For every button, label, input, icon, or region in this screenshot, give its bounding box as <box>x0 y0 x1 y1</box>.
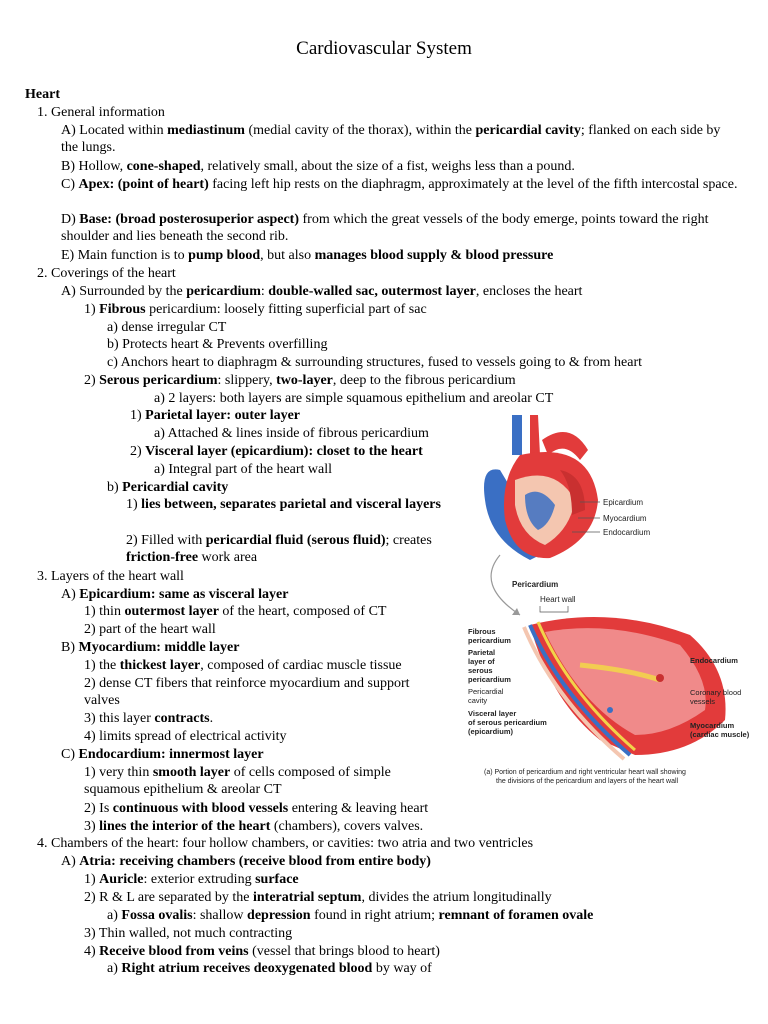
heart-label-myocardium: Myocardium <box>603 514 647 523</box>
outline-line <box>84 818 423 835</box>
bold-term: pump blood <box>188 248 261 263</box>
label-coronary-vessels: Coronary blood vessels <box>690 688 742 706</box>
text-segment: a) dense irregular CT <box>107 320 227 335</box>
bold-term: Pericardial cavity <box>122 480 229 495</box>
text-segment: ; creates <box>385 533 432 548</box>
label-myocardium: Myocardium (cardiac muscle) <box>690 721 750 739</box>
bold-term: interatrial septum <box>252 890 362 905</box>
bold-term: mediastinum <box>167 123 245 138</box>
outline-line <box>154 425 429 442</box>
bold-term: Right atrium receives deoxygenated blood <box>121 961 373 976</box>
outline-line <box>37 104 165 121</box>
outline-line <box>84 925 292 942</box>
outline-line <box>84 603 386 620</box>
bold-term: two-layer <box>276 373 333 388</box>
text-segment: (medial cavity of the thorax), within the <box>244 123 476 138</box>
text-segment: , divides the atrium longitudinally <box>361 890 552 905</box>
outline-line <box>61 247 553 264</box>
text-segment: . <box>209 711 214 726</box>
bold-term: Fossa ovalis <box>121 908 193 923</box>
text-segment: 4. Chambers of the heart: four hollow chambers, or cavities: two atria and two ventricles <box>37 836 534 851</box>
bold-term: cone-shaped <box>126 159 201 174</box>
text-segment: 4) limits spread of electrical activity <box>84 729 287 744</box>
text-segment: a) 2 layers: both layers are simple squamous epithelium and areolar CT <box>154 391 554 406</box>
text-segment: facing left hip rests on the diaphragm, approximately at the level of the fifth intercostal space. <box>208 177 738 192</box>
text-segment: 2) Is <box>84 801 113 816</box>
bold-term: Base: (broad posterosuperior aspect) <box>79 212 299 227</box>
outline-line <box>107 479 228 496</box>
bold-term: Parietal layer: outer layer <box>145 408 301 423</box>
outline-line <box>84 621 216 638</box>
outline-line <box>130 443 423 460</box>
text-segment: A) Located within <box>61 123 168 138</box>
heart-wall-figure <box>460 410 760 790</box>
outline-line <box>154 461 332 478</box>
bold-term: lines the interior of the heart <box>99 819 271 834</box>
outline-line <box>126 496 446 513</box>
outline-line <box>61 639 239 656</box>
outline-line <box>107 907 593 924</box>
text-segment: a) <box>107 961 122 976</box>
bold-term: Epicardium: same as visceral layer <box>79 587 289 602</box>
outline-line <box>84 301 427 318</box>
outline-line <box>37 568 184 585</box>
outline-line <box>84 764 440 798</box>
label-visceral-layer: Visceral layer of serous pericardium (epicardium) <box>468 709 547 736</box>
text-segment: , composed of cardiac muscle tissue <box>200 658 402 673</box>
text-segment: 2) <box>84 373 100 388</box>
bold-term: outermost layer <box>124 604 219 619</box>
text-segment: work area <box>198 550 258 565</box>
text-segment: 1) thin <box>84 604 125 619</box>
text-segment: of cells composed of simple squamous epithelium & areolar CT <box>84 765 391 797</box>
text-segment: E) Main function is to <box>61 248 189 263</box>
bold-term: Endocardium: innermost layer <box>78 747 264 762</box>
outline-line <box>37 265 176 282</box>
text-segment: 1) <box>130 408 146 423</box>
text-segment: 2. Coverings of the heart <box>37 266 176 281</box>
text-segment: a) Attached & lines inside of fibrous pericardium <box>154 426 429 441</box>
label-parietal-layer: Parietal layer of serous pericardium <box>468 648 511 684</box>
text-segment: 2) dense CT fibers that reinforce myocardium and support valves <box>84 676 410 708</box>
text-segment: b) Protects heart & Prevents overfilling <box>107 337 328 352</box>
bold-term: Visceral layer (epicardium): closet to the heart <box>145 444 423 459</box>
outline-line <box>61 586 288 603</box>
outline-line <box>84 943 440 960</box>
text-segment: c) Anchors heart to diaphragm & surrounding structures, fused to vessels going to & from heart <box>107 355 642 370</box>
text-segment: 1. General information <box>37 105 165 120</box>
text-segment: 4) <box>84 944 100 959</box>
heart-wall-label: Heart wall <box>540 595 576 604</box>
figure-caption: (a) Portion of pericardium and right ventricular heart wall showing the divisions of the pericardium and layers of the heart wall <box>484 769 686 785</box>
text-segment: b) <box>107 480 123 495</box>
bold-term: smooth layer <box>152 765 231 780</box>
text-segment: (chambers), covers valves. <box>270 819 424 834</box>
text-segment: 2) part of the heart wall <box>84 622 216 637</box>
bold-term: manages blood supply & blood pressure <box>314 248 554 263</box>
label-fibrous-pericardium: Fibrous pericardium <box>468 627 511 645</box>
text-segment: 1) <box>84 872 100 887</box>
text-segment: , relatively small, about the size of a fist, weighs less than a pound. <box>200 159 575 174</box>
outline-line <box>84 372 516 389</box>
text-segment: of the heart, composed of CT <box>218 604 387 619</box>
heart-label-endocardium: Endocardium <box>603 528 651 537</box>
text-segment: 2) <box>130 444 146 459</box>
bold-term: friction-free <box>126 550 199 565</box>
bold-term: Serous pericardium <box>99 373 218 388</box>
outline-line <box>61 176 741 193</box>
text-segment: : <box>260 284 269 299</box>
heart-drawing <box>484 415 598 560</box>
outline-line <box>84 675 440 709</box>
text-segment: pericardium: loosely fitting superficial part of sac <box>145 302 427 317</box>
bold-term: Myocardium: middle layer <box>78 640 240 655</box>
text-segment: 3) this layer <box>84 711 155 726</box>
bold-term: contracts <box>154 711 210 726</box>
outline-line <box>61 283 582 300</box>
bold-term: pericardium <box>186 284 261 299</box>
text-segment: 3. Layers of the heart wall <box>37 569 184 584</box>
text-segment: : slippery, <box>217 373 277 388</box>
bold-term: double-walled sac, outermost layer <box>268 284 476 299</box>
outline-line <box>154 390 553 407</box>
outline-line <box>107 960 432 977</box>
outline-line <box>84 800 428 817</box>
text-segment: a) Integral part of the heart wall <box>154 462 333 477</box>
text-segment: 2) Filled with <box>126 533 206 548</box>
bold-term: Atria: receiving chambers (receive blood from entire body) <box>79 854 431 869</box>
heart-label-epicardium: Epicardium <box>603 498 644 507</box>
label-pericardial-cavity: Pericardial cavity <box>468 687 504 705</box>
text-segment: 1) the <box>84 658 120 673</box>
bold-term: continuous with blood vessels <box>112 801 289 816</box>
text-segment: (vessel that brings blood to heart) <box>248 944 440 959</box>
text-segment: 3) <box>84 819 100 834</box>
text-segment: by way of <box>372 961 432 976</box>
outline-line <box>107 319 226 336</box>
outline-line <box>126 532 446 566</box>
text-segment: D) <box>61 212 80 227</box>
outline-line <box>37 835 533 852</box>
bold-term: Fibrous <box>99 302 146 317</box>
bold-term: pericardial fluid (serous fluid) <box>205 533 386 548</box>
text-segment: , but also <box>260 248 315 263</box>
outline-line <box>84 889 552 906</box>
text-segment: A) <box>61 854 80 869</box>
text-segment: 1) very thin <box>84 765 153 780</box>
outline-line <box>61 853 431 870</box>
bold-term: surface <box>255 872 299 887</box>
text-segment: B) <box>61 640 79 655</box>
text-segment: : exterior extruding <box>143 872 256 887</box>
text-segment: A) Surrounded by the <box>61 284 187 299</box>
callout-arrowhead <box>512 608 520 615</box>
text-segment: A) <box>61 587 80 602</box>
outline-line <box>130 407 300 424</box>
text-segment: 2) R & L are separated by the <box>84 890 253 905</box>
bold-term: pericardial cavity <box>475 123 581 138</box>
outline-line <box>107 336 327 353</box>
text-segment: 1) <box>126 497 142 512</box>
outline-line <box>61 122 741 156</box>
outline-line <box>61 158 575 175</box>
bold-term: Apex: (point of heart) <box>78 177 209 192</box>
bold-term: depression <box>247 908 311 923</box>
text-segment: : shallow <box>192 908 248 923</box>
bold-term: Receive blood from veins <box>99 944 249 959</box>
outline-line <box>84 657 402 674</box>
outline-line <box>107 354 642 371</box>
text-segment: B) Hollow, <box>61 159 127 174</box>
text-segment: entering & leaving heart <box>288 801 429 816</box>
bold-term: lies between, separates parietal and visceral layers <box>141 497 441 512</box>
text-segment: from which the great vessels of the body emerge, points toward the right shoulder and lies beneath the second rib. <box>61 212 709 244</box>
text-segment: a) <box>107 908 122 923</box>
pericardium-label: Pericardium <box>512 580 559 589</box>
bold-term: Heart <box>25 87 60 102</box>
text-segment: found in right atrium; <box>310 908 439 923</box>
text-segment: ; flanked on each side by the lungs. <box>61 123 721 155</box>
text-segment: 1) <box>84 302 100 317</box>
text-segment: , deep to the fibrous pericardium <box>332 373 516 388</box>
outline-line <box>84 871 299 888</box>
text-segment: 3) Thin walled, not much contracting <box>84 926 293 941</box>
outline-line <box>61 211 741 245</box>
bold-term: thickest layer <box>119 658 201 673</box>
label-endocardium: Endocardium <box>690 656 738 665</box>
bold-term: remnant of foramen ovale <box>438 908 594 923</box>
heart-illustration <box>460 410 760 790</box>
outline-line <box>84 728 287 745</box>
bold-term: Auricle <box>99 872 144 887</box>
outline-line <box>84 710 213 727</box>
page-title: Cardiovascular System <box>296 38 472 59</box>
outline-line <box>61 746 264 763</box>
text-segment: C) <box>61 747 79 762</box>
outline-line <box>25 86 60 103</box>
text-segment: C) <box>61 177 79 192</box>
text-segment: , encloses the heart <box>475 284 583 299</box>
heart-wall-bracket <box>540 606 568 612</box>
